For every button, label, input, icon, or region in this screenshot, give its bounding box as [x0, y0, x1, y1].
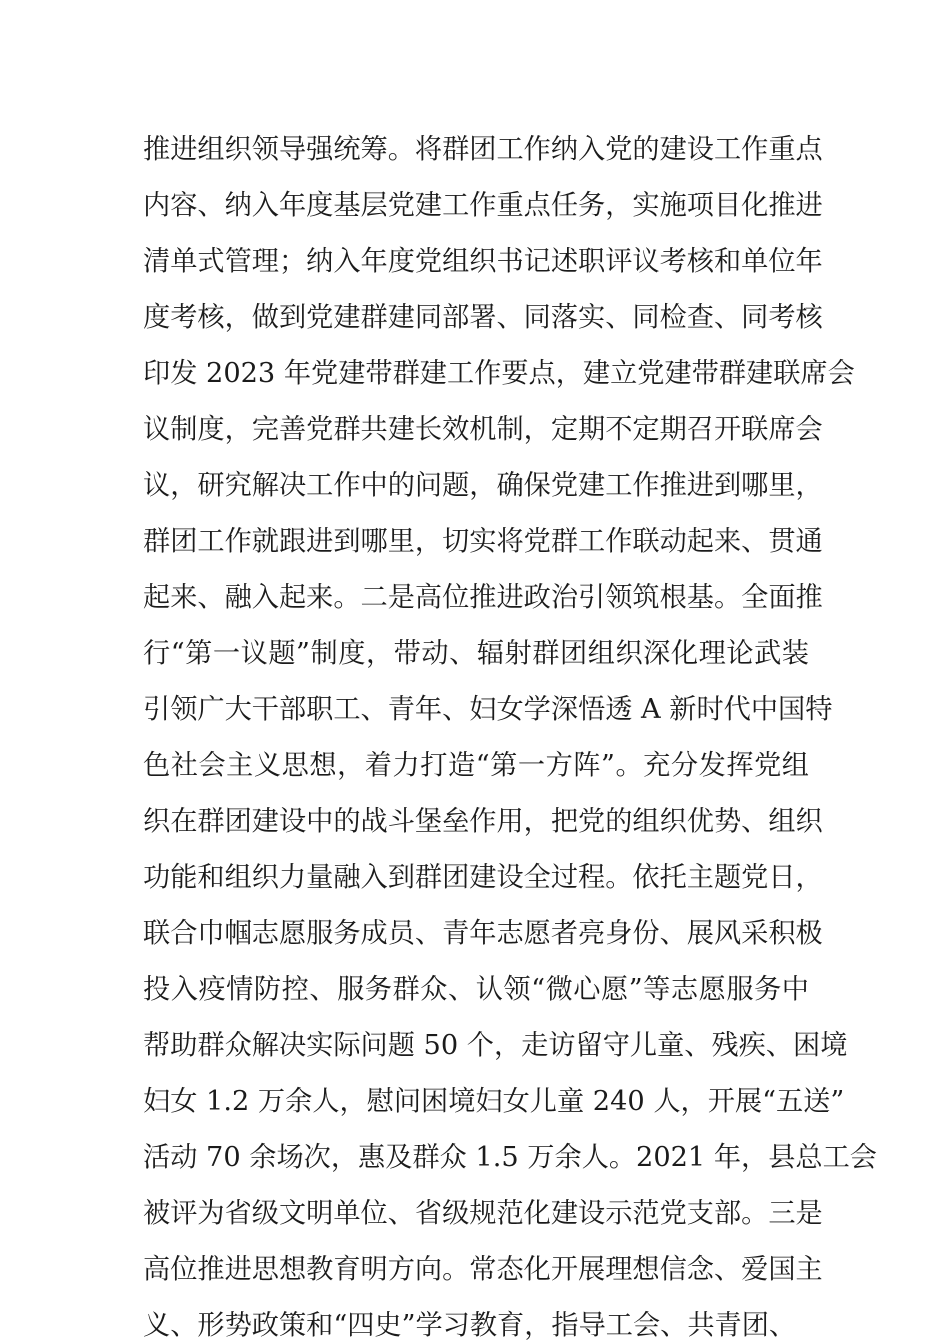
document-text-body — [143, 122, 877, 1344]
text-line-content: 投入疫情防控、服务群众、认领“微心愿”等志愿服务中 — [143, 974, 809, 1005]
text-line — [143, 178, 823, 234]
text-line-content: 起来、融入起来。二是高位推进政治引领筑根基。全面推 — [143, 582, 823, 613]
text-line-content: 引领广大干部职工、青年、妇女学深悟透 A 新时代中国特 — [143, 694, 833, 725]
text-line-content: 高位推进思想教育明方向。常态化开展理想信念、爱国主 — [143, 1254, 823, 1285]
text-line-content: 功能和组织力量融入到群团建设全过程。依托主题党日， — [143, 862, 823, 893]
text-line — [143, 738, 809, 794]
text-line — [143, 122, 823, 178]
text-line — [143, 570, 823, 626]
text-line-content: 度考核，做到党建群建同部署、同落实、同检查、同考核 — [143, 302, 823, 333]
text-line — [143, 514, 823, 570]
text-line-content: 内容、纳入年度基层党建工作重点任务，实施项目化推进 — [143, 190, 823, 221]
text-line — [143, 962, 809, 1018]
text-line-content: 妇女 1.2 万余人，慰问困境妇女儿童 240 人，开展“五送” — [143, 1086, 845, 1117]
text-line-content: 群团工作就跟进到哪里，切实将党群工作联动起来、贯通 — [143, 526, 823, 557]
text-line-content: 联合巾帼志愿服务成员、青年志愿者亮身份、展风采积极 — [143, 918, 823, 949]
text-line-content: 义、形势政策和“四史”学习教育，指导工会、共青团、 — [143, 1310, 797, 1341]
text-line — [143, 626, 809, 682]
text-line — [143, 794, 823, 850]
text-line — [143, 1018, 848, 1074]
text-line — [143, 290, 823, 346]
text-line-content: 清单式管理；纳入年度党组织书记述职评议考核和单位年 — [143, 246, 823, 277]
text-line — [143, 906, 823, 962]
text-line — [143, 682, 833, 738]
text-line — [143, 1074, 845, 1130]
text-line — [143, 1242, 823, 1298]
text-line — [143, 458, 823, 514]
text-line — [143, 346, 855, 402]
text-line-content: 行“第一议题”制度，带动、辐射群团组织深化理论武装 — [143, 638, 809, 669]
text-line — [143, 850, 823, 906]
text-line-content: 议制度，完善党群共建长效机制，定期不定期召开联席会 — [143, 414, 823, 445]
text-line-content: 印发 2023 年党建带群建工作要点，建立党建带群建联席会 — [143, 358, 855, 389]
text-line-content: 被评为省级文明单位、省级规范化建设示范党支部。三是 — [143, 1198, 823, 1229]
text-line — [143, 234, 823, 290]
text-line — [143, 402, 823, 458]
text-line-content: 议，研究解决工作中的问题，确保党建工作推进到哪里， — [143, 470, 823, 501]
text-line-content: 织在群团建设中的战斗堡垒作用，把党的组织优势、组织 — [143, 806, 823, 837]
text-line-content: 活动 70 余场次，惠及群众 1.5 万余人。2021 年，县总工会 — [143, 1142, 877, 1173]
text-line-content: 推进组织领导强统筹。将群团工作纳入党的建设工作重点 — [143, 134, 823, 165]
text-line — [143, 1186, 823, 1242]
text-line — [143, 1130, 877, 1186]
text-line-content: 帮助群众解决实际问题 50 个，走访留守儿童、残疾、困境 — [143, 1030, 848, 1061]
text-line-content: 色社会主义思想，着力打造“第一方阵”。充分发挥党组 — [143, 750, 809, 781]
text-line — [143, 1298, 809, 1344]
